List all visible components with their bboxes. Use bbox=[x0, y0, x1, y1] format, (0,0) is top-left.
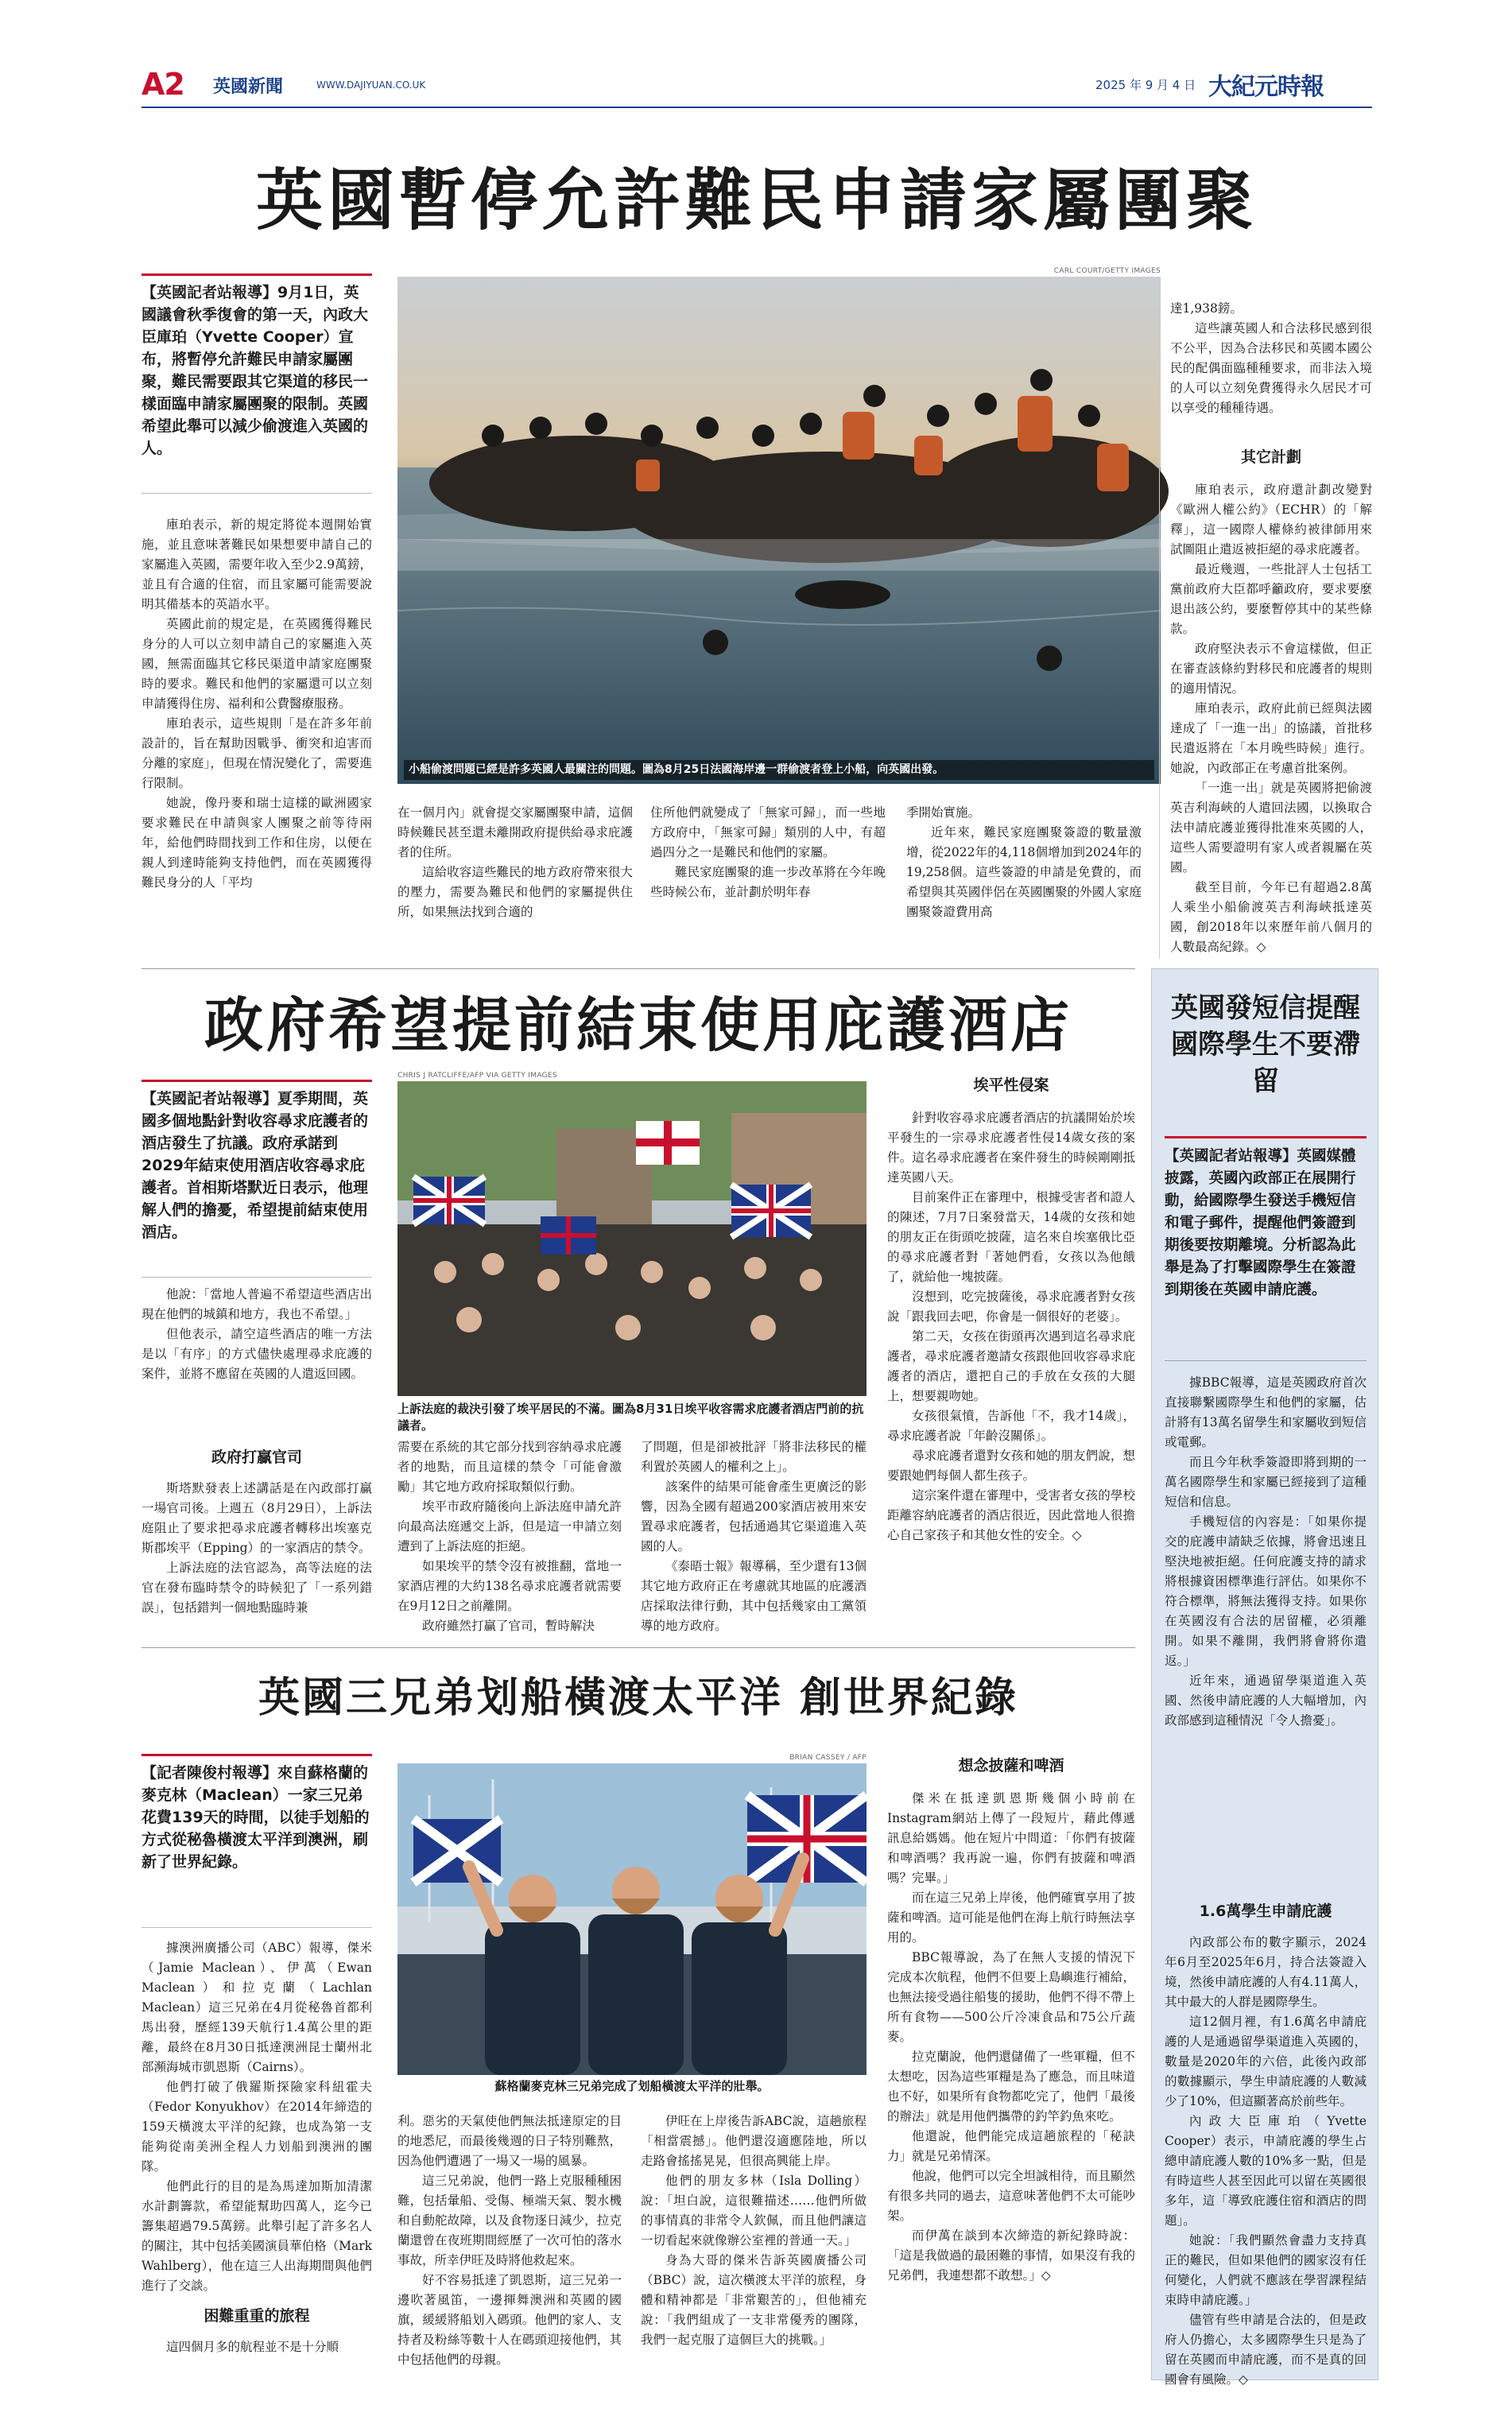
paragraph: 尋求庇護者還對女孩和她的朋友們說，想要跟她們每個人都生孩子。 bbox=[887, 1449, 1135, 1483]
paragraph: 利。惡劣的天氣使他們無法抵達原定的目的地悉尼，而最後幾週的日子特別難熬，因為他們遭遇了一場又一場的風暴。 bbox=[397, 2114, 622, 2168]
paragraph: 埃平市政府隨後向上訴法庭申請允許向最高法庭遞交上訴，但是這一申請立刻遭到了上訴法庭的拒絕。 bbox=[397, 1499, 622, 1553]
site-url[interactable]: WWW.DAJIYUAN.CO.UK bbox=[316, 80, 426, 91]
paragraph: 目前案件正在審理中，根據受害者和證人的陳述，7月7日案發當天，14歲的女孩和她的朋友正在街頭吃披薩，這名來自埃塞俄比亞的尋求庇護者對「著她們看，女孩以為他餓了，就給他一塊披薩。 bbox=[887, 1190, 1135, 1284]
paragraph: 最近幾週，一些批評人士包括工黨前政府大臣都呼籲政府，要求要麼退出該公約，要麼暫停其中的某些條款。 bbox=[1170, 562, 1372, 636]
article-2-headline: 政府希望提前結束使用庇護酒店 bbox=[204, 991, 1072, 1060]
paragraph: 政府雖然打贏了官司，暫時解決 bbox=[422, 1619, 595, 1633]
article-1-headline: 英國暫停允許難民申請家屬團聚 bbox=[255, 161, 1258, 239]
paragraph: 庫珀表示，這些規則「是在許多年前設計的，旨在幫助因戰爭、衝突和迫害而分離的家庭」，但現在情況變化了，需要進行限制。 bbox=[142, 716, 372, 790]
lead-bar bbox=[142, 273, 372, 276]
paragraph: 這些讓英國人和合法移民感到很不公平，因為合法移民和英國本國公民的配偶面臨種種要求，而非法入境的人可以立刻免費獲得永久居民才可以享受的種種待遇。 bbox=[1170, 321, 1372, 415]
subheading-other-plans: 其它計劃 bbox=[1240, 448, 1301, 466]
paragraph: 他還說，他們能完成這趟旅程的「秘訣力」就是兄弟情深。 bbox=[887, 2129, 1135, 2163]
paragraph: 女孩很氣憤，告訴他「不，我才14歲」，尋求庇護者說「年齡沒關係」。 bbox=[887, 1409, 1135, 1443]
section-divider bbox=[142, 1647, 1135, 1648]
photo-caption: 小船偷渡問題已經是許多英國人最關注的問題。圖為8月25日法國海岸邊一群偷渡者登上小船，向英國出發。 bbox=[404, 760, 1154, 780]
article-1-col-5 bbox=[1170, 299, 1372, 434]
paragraph: 政府堅決表示不會這樣做，但正在審查該條約對移民和庇護者的規則的適用情況。 bbox=[1170, 642, 1372, 696]
paragraph: 上訴法庭的法官認為，高等法庭的法官在發布臨時禁令的時候犯了「一系列錯誤」，包括錯判一個地點臨時兼 bbox=[142, 1561, 372, 1615]
article-3-col-3 bbox=[641, 2112, 866, 2364]
paragraph: 近年來，通過留學渠道進入英國、然後申請庇護的人大幅增加，內政部感到這種情況「令人擔憂」。 bbox=[1165, 1674, 1367, 1728]
paragraph: 達1,938鎊。 bbox=[1170, 301, 1243, 316]
paragraph: 據澳洲廣播公司（ABC）報導，傑米（Jamie Maclean）、伊萬（Ewan Maclean）和拉克蘭（Lachlan Maclean）這三兄弟在4月從秘魯首都利馬出發，歷經139天航行1.4萬公里的距離，最終在8月30日抵達澳洲昆士蘭州北部瀕海城市凱恩斯（Cairns）。 bbox=[142, 1941, 372, 2074]
section-name: 英國新聞 bbox=[213, 77, 284, 97]
brothers-photo[interactable] bbox=[397, 1763, 866, 2075]
paragraph: 手機短信的內容是：「如果你提交的庇護申請缺乏依據，將會迅速且堅決地被拒絕。任何庇護支持的請求將根據資困標準進行評估。如果你不符合標準，將無法獲得支持。如果你在英國沒有合法的居留權，必須離開。如果不離開，我們將會將你遣返。」 bbox=[1165, 1515, 1367, 1668]
paragraph: 斯塔默發表上述講話是在內政部打贏一場官司後。上週五（8月29日），上訴法庭阻止了要求把尋求庇護者轉移出埃塞克斯郡埃平（Epping）的一家酒店的禁令。 bbox=[142, 1481, 372, 1555]
article-2-col-3 bbox=[641, 1437, 866, 1635]
paragraph: 而伊萬在談到本次締造的新紀錄時說：「這是我做過的最困難的事情，如果沒有我的兄弟們，我連想都不敢想。」◇ bbox=[887, 2228, 1135, 2283]
article-1-col-2 bbox=[397, 803, 633, 959]
paragraph: 傑米在抵達凱恩斯幾個小時前在Instagram網站上傳了一段短片，藉此傳遞訊息給媽媽。他在短片中問道：「你們有披薩和啤酒嗎？我再說一遍，你們有披薩和啤酒嗎？完畢。」 bbox=[887, 1791, 1135, 1885]
paragraph: 「一進一出」就是英國將把偷渡英吉利海峽的人遣回法國，以換取合法申請庇護並獲得批准來英國的人，這些人需要證明有家人或者親屬在英國。 bbox=[1170, 781, 1372, 875]
boat-photo-illustration bbox=[397, 277, 1161, 784]
brothers-photo-illustration bbox=[397, 1763, 866, 2075]
lead-bar bbox=[142, 1754, 372, 1756]
protest-photo[interactable] bbox=[397, 1081, 866, 1396]
lead-divider bbox=[142, 493, 372, 494]
paragraph: 近年來，難民家庭團聚簽證的數量激增，從2022年的4,118個增加到2024年的19,258個。這些簽證的申請是免費的，而希望與其英國伴侶在英國團聚的外國人家庭團聚簽證費用高 bbox=[906, 825, 1142, 919]
paragraph: 他們此行的目的是為馬達加斯加清潔水計劃籌款，希望能幫助四萬人，迄今已籌集超過79.5萬鎊。此舉引起了許多名人的關注，其中包括美國演員華伯格（Mark Wahlberg），他在這三人出海期間與他們進行了交談。 bbox=[142, 2179, 372, 2293]
paragraph: 沒想到，吃完披薩後，尋求庇護者對女孩說「跟我回去吧，你會是一個很好的老婆」。 bbox=[887, 1290, 1135, 1324]
paragraph: 英國此前的規定是，在英國獲得難民身分的人可以立刻申請自己的家屬進入英國，無需面臨其它移民渠道申請家庭團聚時的要求。難民和他們的家屬還可以立刻申請獲得住房、福利和公費醫療服務。 bbox=[142, 617, 372, 711]
sidebar-headline: 英國發短信提醒國際學生不要滯留 bbox=[1171, 992, 1360, 1097]
paragraph: 季開始實施。 bbox=[906, 805, 981, 820]
paragraph: 《泰晤士報》報導稱，至少還有13個其它地方政府正在考慮就其地區的庇護酒店採取法律行動，其中包括幾家由工黨領導的地方政府。 bbox=[641, 1559, 866, 1633]
article-3-col-2 bbox=[397, 2112, 622, 2367]
paragraph: 這12個月裡，有1.6萬名申請庇護的人是通過留學渠道進入英國的，數量是2020年的六倍，此後內政部的數據顯示，學生申請庇護的人數減少了10%，但這顯著高於前些年。 bbox=[1165, 2015, 1367, 2108]
paragraph: 他們的朋友多林（Isla Dolling）說：「坦白說，這很難描述……他們所做的事情真的非常令人欽佩，而且他們讓這一切看起來就像辦公室裡的普通一天。」 bbox=[641, 2174, 866, 2248]
photo-credit: CHRIS J RATCLIFFE/AFP VIA GETTY IMAGES bbox=[397, 1072, 557, 1080]
article-2-col-4 bbox=[887, 1108, 1135, 1635]
paragraph: 如果埃平的禁令沒有被推翻，當地一家酒店裡的大約138名尋求庇護者就需要在9月12日之前離開。 bbox=[397, 1559, 622, 1613]
paragraph: 他說，他們可以完全坦誠相待，而且顯然有很多共同的過去，這意味著他們不太可能吵架。 bbox=[887, 2169, 1135, 2223]
paragraph: 庫珀表示，新的規定將從本週開始實施，並且意味著難民如果想要申請自己的家屬進入英國，需要年收入至少2.9萬鎊，並且有合適的住宿，而且家屬可能需要說明其備基本的英語水平。 bbox=[142, 518, 372, 611]
paragraph: 而在這三兄弟上岸後，他們確實享用了披薩和啤酒。這可能是他們在海上航行時無法享用的。 bbox=[887, 1891, 1135, 1945]
lead-divider bbox=[142, 1277, 372, 1278]
article-3-col-4 bbox=[887, 1789, 1135, 2364]
protest-photo-illustration bbox=[397, 1081, 866, 1396]
subheading-govt-wins: 政府打贏官司 bbox=[211, 1449, 302, 1466]
paragraph: 需要在系統的其它部分找到容納尋求庇護者的地點，而且這樣的禁令「可能會激勵」其它地方政府採取類似行動。 bbox=[397, 1440, 622, 1494]
sidebar-subheading: 1.6萬學生申請庇護 bbox=[1199, 1902, 1332, 1920]
paragraph: 身為大哥的傑米告訴英國廣播公司（BBC）說，這次橫渡太平洋的旅程，身體和精神都是「非常艱苦的」，但他補充說：「我們組成了一支非常優秀的團隊，我們一起克服了這個巨大的挑戰。」 bbox=[641, 2253, 866, 2347]
paragraph: 好不容易抵達了凱恩斯，這三兄弟一邊吹著風笛，一邊揮舞澳洲和英國的國旗，緩緩將船划入碼頭。他們的家人、支持者及粉絲等數十人在碼頭迎接他們，其中包括他們的母親。 bbox=[397, 2273, 622, 2367]
paragraph: 第二天，女孩在街頭再次遇到這名尋求庇護者，尋求庇護者邀請女孩跟他回收容尋求庇護者的酒店，還把自己的手放在女孩的大腿上，想要親吻她。 bbox=[887, 1329, 1135, 1403]
paragraph: 在一個月內」就會提交家屬團聚申請，這個時候難民甚至還未離開政府提供給尋求庇護者的住所。 bbox=[397, 805, 633, 859]
sidebar-lead: 【英國記者站報導】英國媒體披露，英國內政部正在展開行動，給國際學生發送手機短信和電子郵件，提醒他們簽證到期後要按期離境。分析認為此舉是為了打擊國際學生在簽證到期後在英國申請庇護。 bbox=[1165, 1148, 1356, 1298]
lead-divider bbox=[142, 1927, 372, 1928]
photo-credit: BRIAN CASSEY / AFP bbox=[789, 1754, 866, 1762]
paragraph: 這三兄弟說，他們一路上克服種種困難，包括暈船、受傷、極端天氣、製水機和自動舵故障，以及食物逐日減少，拉克蘭還曾在夜班期間經歷了一次可怕的落水事故，所幸伊旺及時將他救起來。 bbox=[397, 2174, 622, 2267]
article-3-col-1b bbox=[142, 2337, 372, 2360]
paragraph: 內政大臣庫珀（Yvette Cooper）表示，申請庇護的學生占總申請庇護人數的10%多一點，但是有時這些人甚至因此可以留在英國很多年，這「導致庇護住宿和酒店的問題」。 bbox=[1165, 2114, 1367, 2228]
sidebar-col-2 bbox=[1165, 1933, 1367, 2387]
paragraph: 內政部公布的數字顯示，2024年6月至2025年6月，持合法簽證入境，然後申請庇護的人有4.11萬人，其中最大的人群是國際學生。 bbox=[1165, 1935, 1367, 2009]
paragraph: 而且今年秋季簽證即將到期的一萬名國際學生和家屬已經接到了這種短信和信息。 bbox=[1165, 1455, 1367, 1509]
paragraph: 庫珀表示，政府此前已經與法國達成了「一進一出」的協議，首批移民遣返將在「本月晚些時候」進行。她說，內政部正在考慮首批案例。 bbox=[1170, 701, 1372, 775]
paragraph: 儘管有些申請是合法的，但是政府人仍擔心，太多國際學生只是為了留在英國而申請庇護，而不是真的回國會有風險。◇ bbox=[1165, 2313, 1367, 2387]
paragraph: BBC報導說，為了在無人支援的情況下完成本次航程，他們不但要上島嶼進行補給，也無法接受過往船隻的援助，他們不得不帶上所有食物——500公斤冷凍食品和75公斤蔬麥。 bbox=[887, 1950, 1135, 2044]
article-1-col-1 bbox=[142, 515, 372, 959]
paragraph: 她說：「我們顯然會盡力支持真正的難民，但如果他們的國家沒有任何變化，人們就不應該在學習課程結束時申請庇護。」 bbox=[1165, 2233, 1367, 2307]
paragraph: 難民家庭團聚的進一步改革將在今年晚些時候公布，並計劃於明年春 bbox=[650, 865, 886, 899]
article-3-col-1 bbox=[142, 1938, 372, 2291]
article-2-col-2 bbox=[397, 1437, 622, 1635]
article-1-col-5b bbox=[1170, 480, 1372, 959]
article-2-col-1 bbox=[142, 1285, 372, 1425]
paragraph: 針對收容尋求庇護者酒店的抗議開始於埃平發生的一宗尋求庇護者性侵14歲女孩的案件。這名尋求庇護者在案件發生的時候剛剛抵達英國八天。 bbox=[887, 1111, 1135, 1185]
newspaper-logo: 大紀元時報 bbox=[1208, 73, 1324, 101]
photo-caption: 上訴法庭的裁決引發了埃平居民的不滿。圖為8月31日埃平收容需求庇護者酒店門前的抗議者。 bbox=[397, 1402, 864, 1433]
paragraph: 伊旺在上岸後告訴ABC說，這趟旅程「相當震撼」。他們還沒適應陸地，所以走路會搖搖晃晃，但很高興能上岸。 bbox=[641, 2114, 866, 2168]
sidebar-divider bbox=[1165, 1360, 1367, 1361]
paragraph: 這四個月多的航程並不是十分順 bbox=[166, 2340, 339, 2354]
section-divider bbox=[142, 968, 1135, 969]
paragraph: 這宗案件還在審理中，受害者女孩的學校距離容納庇護者的酒店很近，因此當地人很擔心自己家孩子和其他女性的安全。◇ bbox=[887, 1488, 1135, 1542]
article-1-col-3 bbox=[650, 803, 886, 959]
page-number: A2 bbox=[142, 67, 184, 102]
subheading-epping-case: 埃平性侵案 bbox=[973, 1076, 1049, 1094]
sidebar-lead-bar bbox=[1165, 1136, 1367, 1138]
paragraph: 了問題，但是卻被批評「將非法移民的權利置於英國人的權利之上」。 bbox=[641, 1440, 866, 1474]
paragraph: 據BBC報導，這是英國政府首次直接聯繫國際學生和他們的家屬，估計將有13萬名留學生和家屬收到短信或電郵。 bbox=[1165, 1375, 1367, 1449]
paragraph: 拉克蘭說，他們還儲備了一些軍糧，但不太想吃，因為這些軍糧是為了應急，而且味道也不好，如果所有食物都吃完了，他們「最後的辦法」就是用他們攜帶的釣竿釣魚來吃。 bbox=[887, 2050, 1135, 2124]
article-2-col-1b bbox=[142, 1479, 372, 1635]
paragraph: 但他表示，請空這些酒店的唯一方法是以「有序」的方式儘快處理尋求庇護的案件，並將不應留在英國的人遣返回國。 bbox=[142, 1327, 372, 1381]
paragraph: 住所他們就變成了「無家可歸」，而一些地方政府中，「無家可歸」類別的人中，有超過四分之一是難民和他們的家屬。 bbox=[650, 805, 886, 859]
article-2-lead: 【英國記者站報導】夏季期間，英國多個地點針對收容尋求庇護者的酒店發生了抗議。政府承諾到2029年結束使用酒店收容尋求庇護者。首相斯塔默近日表示，他理解人們的擔憂，希望提前結束使用酒店。 bbox=[142, 1090, 369, 1241]
column-rule bbox=[1159, 299, 1160, 959]
sidebar-col-1 bbox=[1165, 1373, 1367, 1890]
migrants-boat-photo[interactable] bbox=[397, 277, 1161, 784]
article-1-lead: 【英國記者站報導】9月1日，英國議會秋季復會的第一天，內政大臣庫珀（Yvette Cooper）宣布，將暫停允許難民申請家屬團聚，難民需要跟其它渠道的移民一樣面臨申請家屬團聚的限制。英國希望此舉可以減少偷渡進入英國的人。 bbox=[142, 284, 369, 457]
issue-date: 2025 年 9 月 4 日 bbox=[1095, 78, 1196, 92]
paragraph: 這給收容這些難民的地方政府帶來很大的壓力，需要為難民和他們的家屬提供住所，如果無法找到合適的 bbox=[397, 865, 633, 919]
header-rule bbox=[142, 107, 1372, 108]
subheading-hard-journey: 困難重重的旅程 bbox=[204, 2307, 310, 2325]
paragraph: 他們打破了俄羅斯探險家科紐霍夫（Fedor Konyukhov）在2014年締造的159天橫渡太平洋的紀錄，也成為第一支能夠從南美洲全程人力划船到澳洲的團隊。 bbox=[142, 2080, 372, 2174]
lead-bar bbox=[142, 1080, 372, 1082]
paragraph: 他說：「當地人普遍不希望這些酒店出現在他們的城鎮和地方，我也不希望。」 bbox=[142, 1287, 372, 1321]
paragraph: 該案件的結果可能會產生更廣泛的影響，因為全國有超過200家酒店被用來安置尋求庇護者，包括通過其它渠道進入英國的人。 bbox=[641, 1480, 866, 1553]
photo-credit: CARL COURT/GETTY IMAGES bbox=[1053, 267, 1161, 275]
paragraph: 截至目前，今年已有超過2.8萬人乘坐小船偷渡英吉利海峽抵達英國，創2018年以來歷年前八個月的人數最高紀錄。◇ bbox=[1170, 880, 1372, 954]
photo-caption: 蘇格蘭麥克林三兄弟完成了划船橫渡太平洋的壯舉。 bbox=[494, 2079, 770, 2093]
article-1-col-4 bbox=[906, 803, 1142, 959]
article-3-lead: 【記者陳俊村報導】來自蘇格蘭的麥克林（Maclean）一家三兄弟花費139天的時間，以徒手划船的方式從秘魯橫渡太平洋到澳洲，刷新了世界紀錄。 bbox=[142, 1764, 370, 1871]
sidebar-student-texts bbox=[1151, 968, 1378, 2387]
article-3-headline: 英國三兄弟划船橫渡太平洋 創世界紀錄 bbox=[258, 1674, 1019, 1722]
paragraph: 她說，像丹麥和瑞士這樣的歐洲國家要求難民在申請與家人團聚之前等待兩年，給他們時間找到工作和住房，以便在親人到達時能夠支持他們，而在英國獲得難民身分的人「平均 bbox=[142, 796, 372, 890]
subheading-pizza-beer: 想念披薩和啤酒 bbox=[958, 1757, 1064, 1774]
paragraph: 庫珀表示，政府還計劃改變對《歐洲人權公約》（ECHR）的「解釋」，這一國際人權條約被律師用來試圖阻止遣返被拒絕的尋求庇護者。 bbox=[1170, 483, 1372, 557]
